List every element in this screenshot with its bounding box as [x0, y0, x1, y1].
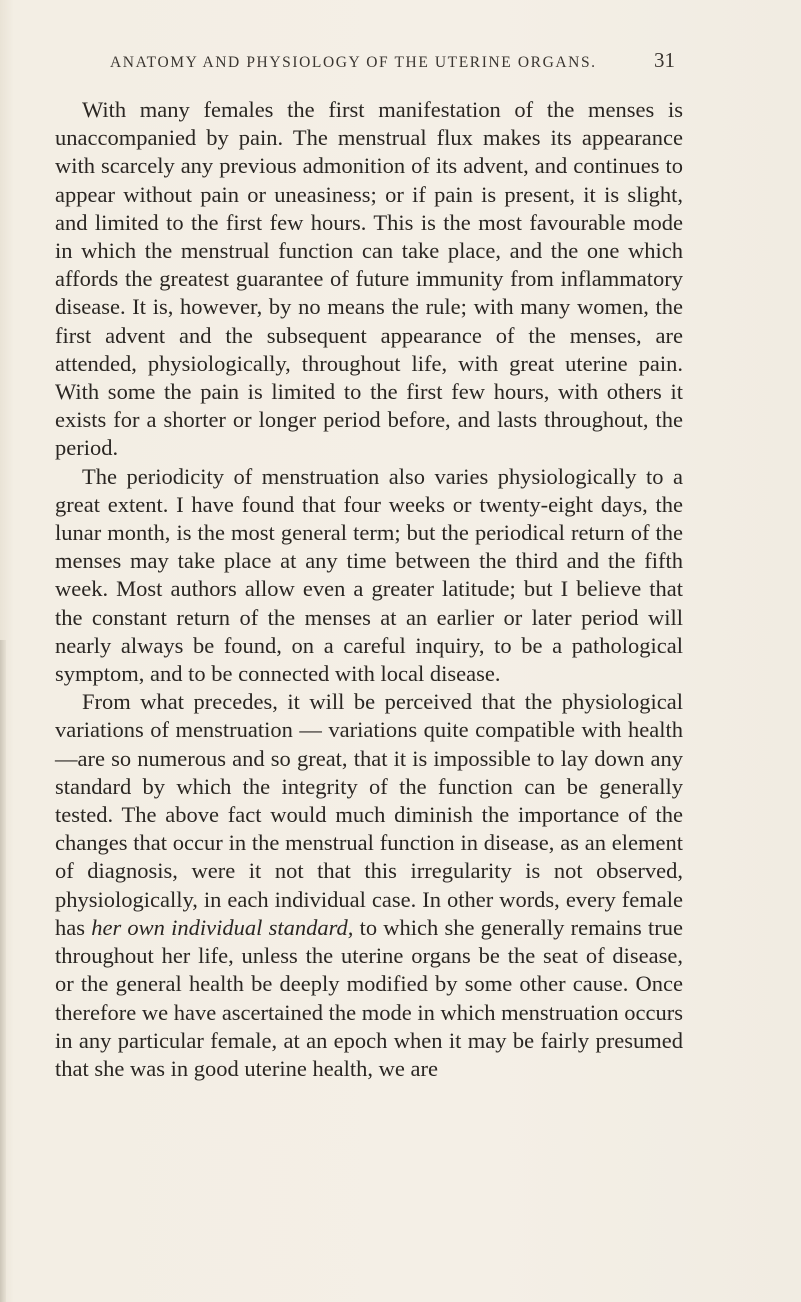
emphasis-individual-standard: her own individual standard, [91, 914, 354, 940]
body-text [55, 96, 683, 1083]
running-head: ANATOMY AND PHYSIOLOGY OF THE UTERINE ORGANS. [110, 54, 597, 71]
paragraph-text-after-emphasis: to which she generally remains true throughout her life, unless the uterine organs be the seat of disease, or the general health be deeply modified by some other cause. Once therefore we have ascertained the mode in which menstruation occurs in any particular female, at an epoch when it may be fairly presumed that she was in good uterine health, we are [55, 914, 684, 1081]
paragraph-first-manifestation: With many females the first manifestation of the menses is unaccompanied by pain. The menstrual flux makes its appearance with scarcely any previous admonition of its advent, and continues to appear without pain or uneasiness; or if pain is present, it is slight, and limited to the first few hours. This is the most favourable mode in which the menstrual function can take place, and the one which affords the greatest guarantee of future immunity from inflammatory disease. It is, however, by no means the rule; with many women, the first advent and the subsequent appearance of the menses, are attended, physiologically, throughout life, with great uterine pain. With some the pain is limited to the first few hours, with others it exists for a shorter or longer period before, and lasts throughout, the period. [55, 97, 683, 461]
paragraph-periodicity: The periodicity of menstruation also varies physiologically to a great extent. I have found that four weeks or twenty-eight days, the lunar month, is the most general term; but the periodical return of the menses may take place at any time between the third and the fifth week. Most authors allow even a greater latitude; but I believe that the constant return of the menses at an earlier or later period will nearly always be found, on a careful inquiry, to be a pathological symptom, and to be connected with local disease. [55, 463, 683, 687]
page-edge-shadow [0, 640, 6, 1302]
paragraph-text-before-emphasis: From what precedes, it will be perceived that the physiological variations of menstruation — variations quite compatible with health—are so numerous and so great, that it is impossible to lay down any standard by which the integrity of the function can be generally tested. The above fact would much diminish the importance of the changes that occur in the menstrual function in disease, as an element of diagnosis, were it not that this irregularity is not observed, physiologically, in each individual case. In other words, every female has [55, 689, 683, 940]
page-number: 31 [654, 48, 675, 72]
paragraph-physiological-variations [55, 688, 683, 1083]
